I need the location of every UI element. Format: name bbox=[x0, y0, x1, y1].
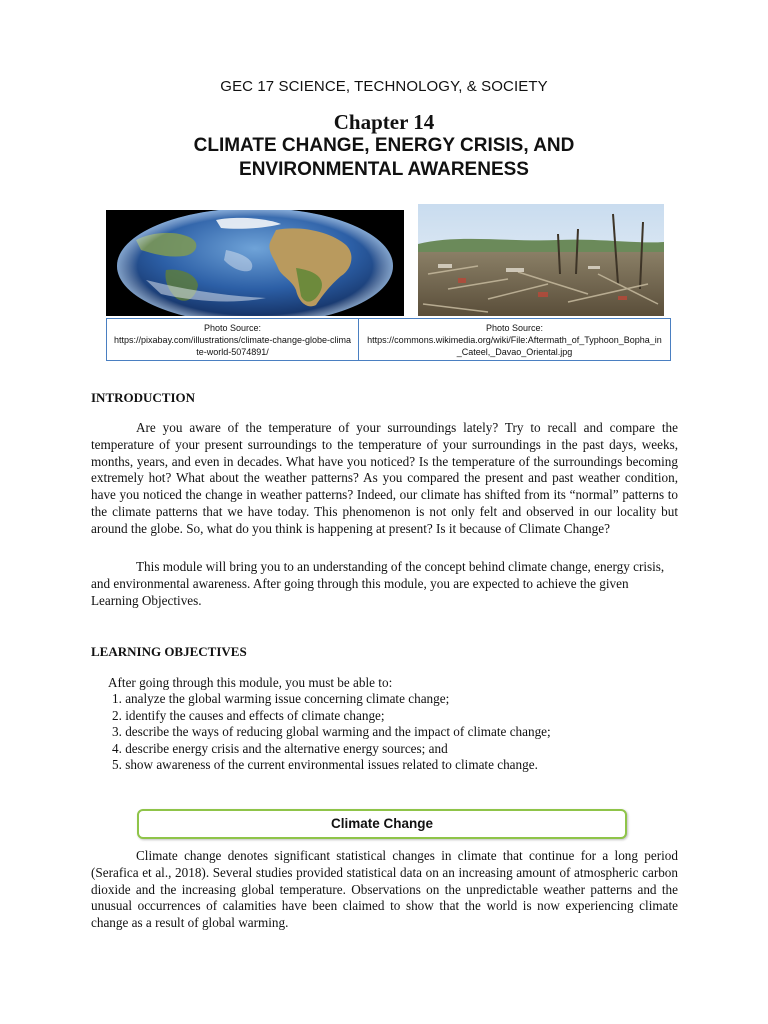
chapter-title bbox=[0, 134, 768, 182]
objectives-intro: After going through this module, you must be able to: bbox=[108, 675, 393, 690]
typhoon-aftermath-photo bbox=[418, 204, 664, 316]
learning-objectives-heading: LEARNING OBJECTIVES bbox=[91, 644, 247, 659]
chapter-title-line1: CLIMATE CHANGE, ENERGY CRISIS, AND bbox=[193, 135, 575, 156]
introduction-paragraph-1: Are you aware of the temperature of your surroundings lately? Try to recall and compare the temperature of your present surroundings to the temperature of your surroundings in the past days, weeks, months, years, and even in decades. What have you noticed? Is the temperature of the surroundings becoming extremely hot? What about the weather patterns? As you compared the present and past weather condition, have you noticed the change in weather patterns? Indeed, our climate has shifted from its “normal” patterns to the climate patterns that we have today. This phenomenon is not only felt and observed in our locality but around the globe. So, what do you think is happening at present? Is it because of Climate Change? bbox=[91, 420, 678, 536]
introduction-heading: INTRODUCTION bbox=[91, 390, 196, 405]
climate-change-section-heading: Climate Change bbox=[137, 809, 627, 839]
course-title: GEC 17 SCIENCE, TECHNOLOGY, & SOCIETY bbox=[220, 78, 548, 95]
list-item: 1. analyze the global warming issue concerning climate change; bbox=[112, 691, 450, 706]
chapter-number: Chapter 14 bbox=[333, 110, 435, 134]
photo-source-caption-typhoon bbox=[358, 318, 671, 361]
photo-source-caption-globe bbox=[106, 318, 359, 361]
photo-source-url[interactable]: https://commons.wikimedia.org/wiki/File:Aftermath_of_Typhoon_Bopha_in_Cateel,_Davao_Oriental.jpg bbox=[367, 335, 662, 357]
introduction-paragraph-2: This module will bring you to an understanding of the concept behind climate change, energy crisis, and environmental awareness. After going through this module, you are expected to achieve the given Learning Objectives. bbox=[91, 559, 665, 608]
climate-change-paragraph: Climate change denotes significant statistical changes in climate that continue for a long period (Serafica et al., 2018). Several studies provided statistical data on an increasing amount of atmospheric carbon dioxide and the increasing global temperature. Observations on the unpredictable weather patterns and the unusual occurrences of calamities have been claimed to show that the world is now experiencing climate change as a result of global warming. bbox=[91, 848, 678, 931]
photo-source-label: Photo Source: bbox=[203, 323, 262, 333]
list-item: 3. describe the ways of reducing global warming and the impact of climate change; bbox=[112, 724, 551, 740]
photo-source-url[interactable]: https://pixabay.com/illustrations/climate-change-globe-climate-world-5074891/ bbox=[114, 335, 351, 357]
objectives-list bbox=[112, 691, 551, 774]
chapter-title-line2: ENVIRONMENTAL AWARENESS bbox=[239, 159, 529, 180]
list-item: 2. identify the causes and effects of climate change; bbox=[112, 707, 385, 723]
list-item: 5. show awareness of the current environmental issues related to climate change. bbox=[112, 757, 538, 773]
list-item: 4. describe energy crisis and the alternative energy sources; and bbox=[112, 740, 448, 756]
photo-source-label: Photo Source: bbox=[485, 323, 544, 333]
earth-globe-photo bbox=[106, 210, 404, 316]
